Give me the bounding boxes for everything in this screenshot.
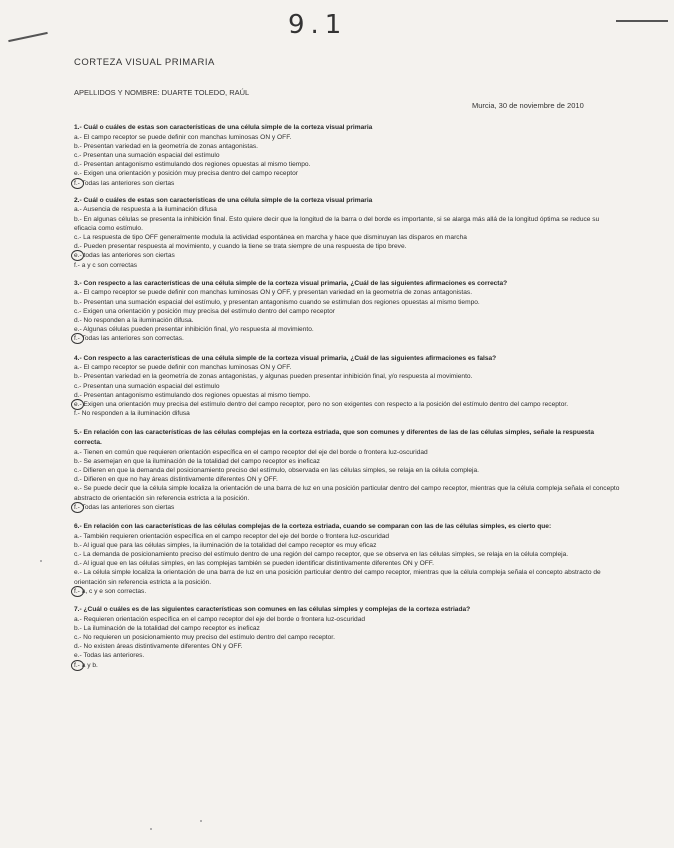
handwritten-mark: 9.1 bbox=[288, 10, 348, 40]
answer-option: a.- Requieren orientación específica en el campo receptor del eje del borde o frontera luz-oscuridad bbox=[74, 615, 366, 623]
answer-option: b.- La iluminación de la totalidad del campo receptor es ineficaz bbox=[74, 624, 260, 632]
answer-option: f.- a y c son correctas bbox=[74, 261, 138, 269]
answer-option: d.- No existen áreas distintivamente diferentes ON y OFF. bbox=[74, 643, 243, 651]
question-block bbox=[74, 605, 622, 670]
question-text: 5.- En relación con las características de las células complejas en la corteza estriada, que son comunes y diferentes de las de las células simples, señale la respuesta correcta. bbox=[74, 429, 595, 447]
question-text: 7.- ¿Cuál o cuáles es de las siguientes características son comunes en las células simples y complejas de la corteza estriada? bbox=[74, 606, 471, 614]
answer-option: e.- La célula simple localiza la orientación de una barra de luz en una posición particular dentro del campo receptor, mientras que la célula compleja señala el concepto abstracto de orientación sin referencia estricta a la posición. bbox=[74, 569, 601, 586]
scan-speck bbox=[200, 820, 202, 822]
answer-option: e.- Se puede decir que la célula simple localiza la orientación de una barra de luz en una posición particular dentro del campo receptor, mientras que la célula compleja señala el concepto abstracto de orientación sin referencia estricta a la posición. bbox=[74, 485, 620, 502]
answer-option: d.- Pueden presentar respuesta al movimiento, y cuando la tiene se trata siempre de una respuesta de tipo breve. bbox=[74, 243, 407, 251]
answer-option-circled: f.- Todas las anteriores son correctas. bbox=[74, 334, 622, 343]
answer-option: b.- Presentan variedad en la geometría de zonas antagonistas. bbox=[74, 142, 259, 150]
answer-option: d.- Difieren en que no hay áreas distintivamente diferentes ON y OFF. bbox=[74, 476, 278, 484]
answer-option-circled: e.- Exigen una orientación muy precisa del estímulo dentro del campo receptor, pero no son exigentes con respecto a la posición del estímulo dentro del campo receptor. bbox=[74, 400, 622, 409]
answer-option: c.- La respuesta de tipo OFF generalmente modula la actividad espontánea en marcha y hace que disminuyan las disparos en marcha bbox=[74, 234, 467, 242]
question-list bbox=[74, 123, 622, 670]
answer-option-circled: f.- a, c y e son correctas. bbox=[74, 587, 622, 596]
question-block bbox=[74, 196, 622, 270]
question-block bbox=[74, 279, 622, 344]
question-block bbox=[74, 123, 622, 188]
answer-option: a.- Ausencia de respuesta a la iluminación difusa bbox=[74, 206, 217, 214]
pen-stroke-right bbox=[616, 20, 668, 22]
answer-option: c.- Presentan una sumación espacial del estímulo bbox=[74, 152, 220, 159]
answer-option: c.- Presentan una sumación espacial del estímulo bbox=[74, 382, 220, 390]
answer-option: b.- Presentan variedad en la geometría de zonas antagonistas, y algunas pueden presentar inhibición final, y/o respuesta al movimiento. bbox=[74, 373, 473, 381]
answer-option: a.- El campo receptor se puede definir con manchas luminosas ON y OFF, y presentan variedad en la geometría de zonas antagonistas. bbox=[74, 289, 473, 297]
answer-option: d.- No responden a la iluminación difusa. bbox=[74, 317, 194, 325]
scan-speck bbox=[40, 560, 42, 562]
question-text: 3.- Con respecto a las características de una célula simple de la corteza visual primaria, ¿Cuál de las siguientes afirmaciones es correcta? bbox=[74, 279, 508, 287]
author-line: APELLIDOS Y NOMBRE: DUARTE TOLEDO, RAÚL bbox=[74, 88, 250, 97]
answer-option: b.- Presentan una sumación espacial del estímulo, y presentan antagonismo cuando se estimulan dos regiones opuestas al mismo tiempo. bbox=[74, 298, 480, 306]
question-text: 6.- En relación con las características de las células complejas de la corteza estriada, cuando se comparan con las de las células simples, es cierto que: bbox=[74, 523, 552, 531]
question-text: 2.- Cuál o cuáles de estas son características de una célula simple de la corteza visual primaria bbox=[74, 196, 373, 204]
answer-option: e.- Algunas células pueden presentar inhibición final, y/o respuesta al movimiento. bbox=[74, 326, 314, 334]
answer-option: a.- Tienen en común que requieren orientación específica en el campo receptor del eje del borde o frontera luz-oscuridad bbox=[74, 448, 428, 456]
answer-option: a.- También requieren orientación específica en el campo receptor del eje del borde o frontera luz-oscuridad bbox=[74, 532, 390, 540]
answer-option: c.- Difieren en que la demanda del posicionamiento preciso del estímulo, observada en las células simples, se relaja en la célula compleja. bbox=[74, 467, 480, 475]
answer-option: c.- Exigen una orientación y posición muy precisa del estímulo dentro del campo receptor bbox=[74, 307, 335, 315]
answer-option: b.- En algunas células se presenta la inhibición final. Esto quiere decir que la longitud de la barra o del borde es importante, si se alarga más allá de la longitud óptima se reduce su eficacia como estímulo. bbox=[74, 215, 600, 232]
pen-stroke-left bbox=[8, 32, 48, 42]
scan-speck bbox=[150, 828, 152, 830]
document-title: CORTEZA VISUAL PRIMARIA bbox=[74, 57, 215, 68]
answer-option: c.- No requieren un posicionamiento muy preciso del estímulo dentro del campo receptor. bbox=[74, 634, 335, 642]
answer-option: d.- Presentan antagonismo estimulando dos regiones opuestas al mismo tiempo. bbox=[74, 391, 311, 399]
question-text: 4.- Con respecto a las características de una célula simple de la corteza visual primaria, ¿Cuál de las siguientes afirmaciones es falsa? bbox=[74, 354, 497, 362]
question-block bbox=[74, 522, 622, 596]
answer-option: b.- Se asemejan en que la iluminación de la totalidad del campo receptor es ineficaz bbox=[74, 457, 320, 465]
answer-option: f.- No responden a la iluminación difusa bbox=[74, 410, 190, 418]
question-block bbox=[74, 428, 622, 512]
answer-option: d.- Presentan antagonismo estimulando dos regiones opuestas al mismo tiempo. bbox=[74, 161, 311, 169]
answer-option: d.- Al igual que en las células simples, en las complejas también se pueden identificar distintivamente diferentes ON y OFF. bbox=[74, 560, 434, 568]
answer-option: b.- Al igual que para las células simples, la iluminación de la totalidad del campo receptor es muy eficaz bbox=[74, 541, 377, 549]
date-line: Murcia, 30 de noviembre de 2010 bbox=[472, 101, 584, 110]
answer-option: a.- El campo receptor se puede definir con manchas luminosas ON y OFF. bbox=[74, 364, 292, 372]
answer-option-circled: f.- a y b. bbox=[74, 661, 622, 670]
answer-option-circled: e.- todas las anteriores son ciertas bbox=[74, 251, 622, 260]
question-text: 1.- Cuál o cuáles de estas son características de una célula simple de la corteza visual primaria bbox=[74, 124, 373, 131]
answer-option-circled: f.- Todas las anteriores son ciertas bbox=[74, 503, 622, 512]
question-block bbox=[74, 354, 622, 419]
answer-option: e.- Exigen una orientación y posición muy precisa dentro del campo receptor bbox=[74, 170, 298, 178]
answer-option: c.- La demanda de posicionamiento preciso del estímulo dentro de una región del campo receptor, que se observa en las células simples, se relaja en la célula compleja. bbox=[74, 551, 569, 559]
answer-option: e.- Todas las anteriores. bbox=[74, 652, 145, 660]
answer-option: a.- El campo receptor se puede definir con manchas luminosas ON y OFF. bbox=[74, 133, 292, 141]
answer-option-circled: f.- Todas las anteriores son ciertas bbox=[74, 179, 622, 188]
